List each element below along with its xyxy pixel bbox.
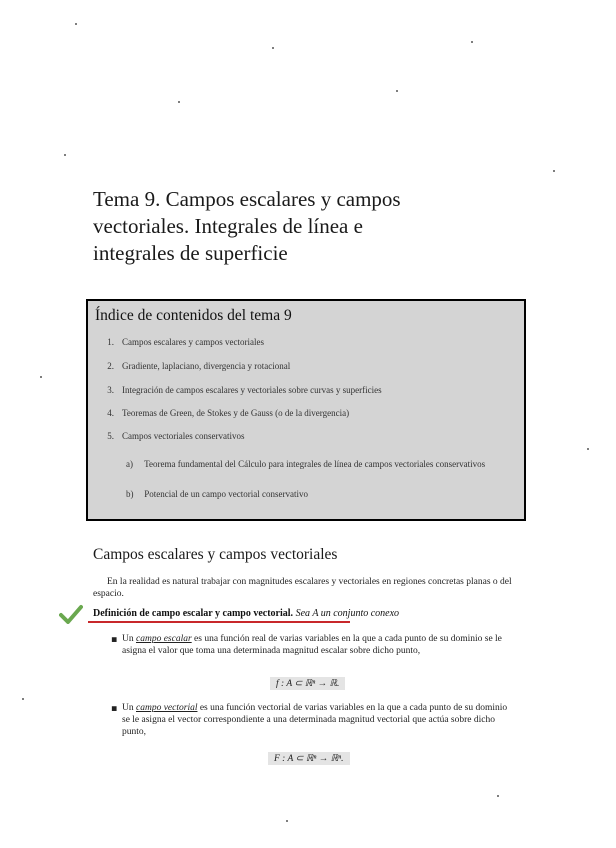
scan-noise [553,170,555,172]
toc-subitem-label: b) [126,489,134,499]
toc-item-number: 5. [107,431,114,441]
bullet-pre: Un [122,634,136,644]
bullet-marker: ▪ [111,703,118,714]
toc-item-number: 3. [107,385,114,395]
toc-item [94,385,382,395]
bullet-text: es una función real de varias variables en la que a cada punto de su dominio se le asigna el valor que toma una determinada magnitud escalar sobre dicho punto, [122,634,502,656]
title-line: Tema 9. Campos escalares y campos [93,187,401,211]
toc-item-number: 1. [107,337,114,347]
scan-noise [286,820,288,822]
toc-subitem-label: a) [126,459,133,469]
bullet-pre: Un [122,703,136,713]
toc-item-text: Campos vectoriales conservativos [122,431,245,441]
toc-item [94,361,290,371]
scan-noise [272,47,274,49]
page-title [93,186,533,267]
toc-subitem-text: Teorema fundamental del Cálculo para integrales de línea de campos vectoriales conservativos [144,459,486,469]
toc-item-number: 4. [107,408,114,418]
toc-subitem-text: Potencial de un campo vectorial conservativo [144,489,308,499]
toc-item-text: Gradiente, laplaciano, divergencia y rotacional [122,361,291,371]
scan-noise [471,41,473,43]
toc-item-number: 2. [107,361,114,371]
scan-noise [22,698,24,700]
definition-line [93,608,399,619]
title-line: integrales de superficie [93,241,288,265]
scan-noise [40,376,42,378]
toc-item-text: Campos escalares y campos vectoriales [122,337,264,347]
toc-title: Índice de contenidos del tema 9 [95,307,292,324]
bullet-paragraph [122,702,514,738]
scan-noise [75,23,77,25]
bullet-text: es una función vectorial de varias variables en la que a cada punto de su dominio se le asigna el vector correspondiente a una determinada magnitud vectorial que actúa sobre dicho punto, [122,703,508,737]
formula: f : A ⊂ ℝⁿ → ℝ. [270,677,345,690]
scan-noise [497,795,499,797]
toc-item-text: Integración de campos escalares y vectoriales sobre curvas y superficies [122,385,382,395]
toc-box [86,299,526,521]
title-line: vectoriales. Integrales de línea e [93,214,363,238]
scan-noise [396,90,398,92]
scan-noise [178,101,180,103]
scan-noise [64,154,66,156]
section-title: Campos escalares y campos vectoriales [93,546,338,563]
highlight-underline [88,621,350,623]
formula: F : A ⊂ ℝⁿ → ℝⁿ. [268,752,350,765]
definition-heading: Definición de campo escalar y campo vectorial. [93,608,294,619]
toc-item [94,431,244,441]
term-vector-field: campo vectorial [136,703,198,713]
toc-item [94,337,264,347]
toc-subitem [126,488,506,500]
bullet-marker: ▪ [111,634,118,645]
checkmark-icon [59,604,83,624]
toc-item-text: Teoremas de Green, de Stokes y de Gauss (o de la divergencia) [122,408,350,418]
toc-item [94,408,349,418]
toc-subitem [126,458,506,470]
definition-text: Sea A un conjunto conexo [295,608,400,619]
intro-paragraph: En la realidad es natural trabajar con magnitudes escalares y vectoriales en regiones concretas planas o del espacio. [93,577,512,599]
scan-noise [587,448,589,450]
term-scalar-field: campo escalar [136,634,192,644]
bullet-paragraph [122,633,514,657]
